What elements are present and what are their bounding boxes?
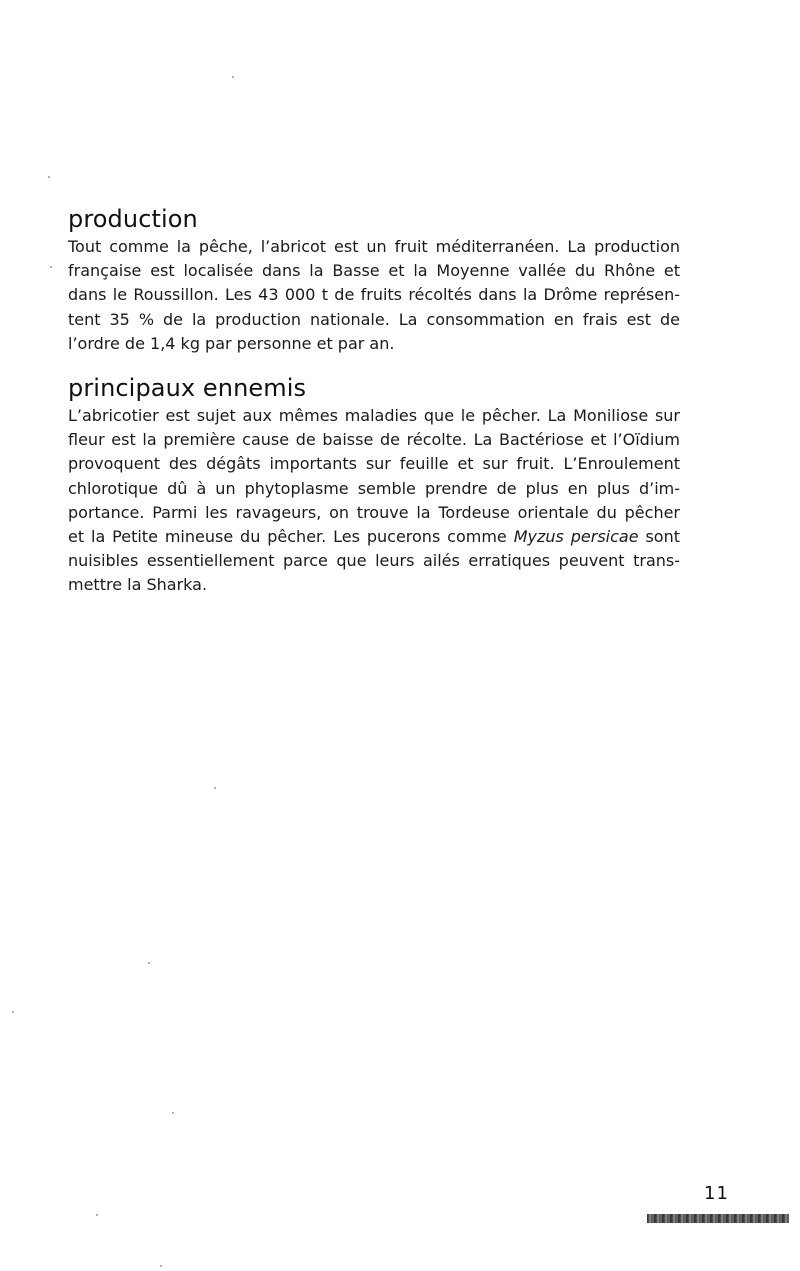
paragraph-production [68,235,680,356]
scan-speck [96,1214,98,1216]
scan-speck [148,962,150,964]
scan-speck [232,76,234,78]
text-line: provoquent des dégâts importants sur feuille et sur fruit. L’Enroulement [68,454,680,474]
text-segment: sont [645,527,680,547]
text-line: mettre la Sharka. [68,575,208,595]
text-line: fleur est la première cause de baisse de récolte. La Bactériose et l’Oïdium [68,430,680,450]
text-line: tent 35 % de la production nationale. La consommation en frais est de [68,309,680,329]
italic-species-name: Myzus persicae [513,527,639,547]
section-heading-ennemis: principaux ennemis [68,374,307,402]
section-heading-production: production [68,205,198,233]
scan-speck [50,266,52,268]
scan-speck [172,1112,174,1114]
scan-speck [12,1011,14,1013]
section-production [68,203,680,356]
text-line: portance. Parmi les ravageurs, on trouve la Tordeuse orientale du pêcher [68,502,680,522]
page-number: 11 [704,1183,729,1204]
paragraph-ennemis [68,404,680,598]
section-principaux-ennemis [68,372,680,598]
text-line: française est localisée dans la Basse et la Moyenne vallée du Rhône et [68,261,680,281]
text-line: Tout comme la pêche, l’abricot est un fruit méditerranéen. La production [68,237,680,256]
page-scan-bar [647,1214,789,1223]
text-line: chlorotique dû à un phytoplasme semble prendre de plus en plus d’im- [68,478,680,498]
text-line-with-italic [68,525,680,549]
text-line: dans le Roussillon. Les 43 000 t de fruits récoltés dans la Drôme représen- [68,285,680,305]
scan-speck [214,787,216,789]
text-line: L’abricotier est sujet aux mêmes maladies que le pêcher. La Moniliose sur [68,406,680,425]
scan-speck [160,1265,162,1267]
text-segment: et la Petite mineuse du pêcher. Les pucerons comme [68,527,507,547]
text-line: nuisibles essentiellement parce que leurs ailés erratiques peuvent trans- [68,551,680,571]
text-line: l’ordre de 1,4 kg par personne et par an. [68,333,395,353]
scan-speck [48,176,50,178]
